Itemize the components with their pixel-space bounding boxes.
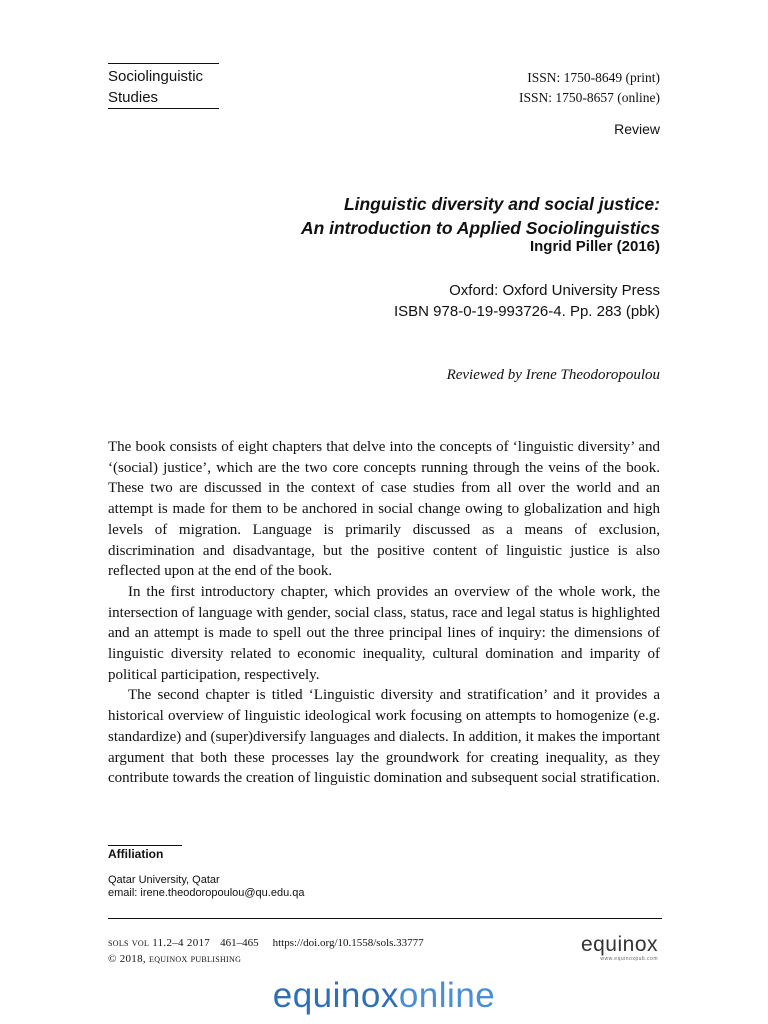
affiliation-heading: Affiliation: [108, 847, 164, 861]
footer-citation: [108, 935, 424, 967]
equinoxonline-logo[interactable]: [0, 976, 768, 1016]
footer-copyright: © 2018, equinox publishing: [108, 953, 242, 965]
body-paragraph: The second chapter is titled ‘Linguistic diversity and stratification’ and it provides a historical overview of linguistic ideological work focusing on attempts to homogenize (e.g. standardize) and (super)diversify languages and dialects. In addition, it makes the important argument that both these processes lay the groundwork for creating inequality, as they contribute towards the creation of linguistic domination and subsequent social stratification.: [108, 687, 660, 787]
issn-print: ISSN: 1750-8649 (print): [527, 70, 660, 85]
journal-name-line2: Studies: [108, 89, 159, 106]
equinoxonline-logo-part1: equinox: [272, 976, 399, 1015]
isbn: ISBN 978-0-19-993726-4. Pp. 283 (pbk): [394, 303, 660, 320]
book-title-line1: Linguistic diversity and social justice:: [343, 194, 660, 214]
footer-pages: 461–465: [220, 937, 259, 949]
book-title-line2: An introduction to Applied Sociolinguistics: [300, 218, 660, 238]
review-body: [108, 437, 660, 789]
publisher: Oxford: Oxford University Press: [449, 282, 660, 299]
body-paragraph: The book consists of eight chapters that delve into the concepts of ‘linguistic diversity’ and ‘(social) justice’, which are the two core concepts running through the veins of the book. These two are discussed in the context of case studies from all over the world and an attempt is made for them to be anchored in social change owing to globalization and high levels of migration. Language is primarily discussed as a means of exclusion, discrimination and disadvantage, but the positive content of linguistic justice is also reflected upon at the end of the book.: [108, 439, 660, 580]
equinox-logo-word: equinox: [580, 933, 658, 956]
affiliation-institution: Qatar University, Qatar: [108, 874, 220, 886]
book-author: Ingrid Piller (2016): [529, 238, 660, 255]
issn-block: [519, 68, 660, 108]
equinox-logo-url: www.equinoxpub.com: [600, 956, 658, 962]
issn-online: ISSN: 1750-8657 (online): [519, 90, 660, 105]
journal-rule-bottom: [108, 108, 219, 109]
reviewer: Reviewed by Irene Theodoropoulou: [446, 367, 660, 383]
affiliation-rule: [108, 845, 182, 846]
journal-name-line1: Sociolinguistic: [108, 68, 204, 85]
body-paragraph: In the first introductory chapter, which provides an overview of the whole work, the intersection of language with gender, social class, status, race and legal status is highlighted and an attempt is made to spell out the three principal lines of inquiry: the dimensions of linguistic diversity related to economic inequality, cultural domination and imparity of political participation, respectively.: [108, 583, 660, 683]
journal-name: [108, 66, 219, 108]
publisher-block: [394, 280, 660, 322]
journal-rule-top: [108, 63, 219, 64]
equinox-logo[interactable]: [581, 934, 658, 962]
footer-doi-link[interactable]: https://doi.org/10.1558/sols.33777: [272, 937, 424, 949]
affiliation-details: [108, 874, 304, 899]
equinoxonline-logo-part2: online: [398, 976, 496, 1015]
affiliation-email[interactable]: email: irene.theodoropoulou@qu.edu.qa: [108, 886, 305, 899]
footer-rule: [108, 918, 662, 919]
article-type: Review: [614, 121, 660, 137]
book-title: [301, 192, 660, 240]
footer-journal-abbrev: sols vol 11.2–4 2017: [108, 937, 211, 949]
